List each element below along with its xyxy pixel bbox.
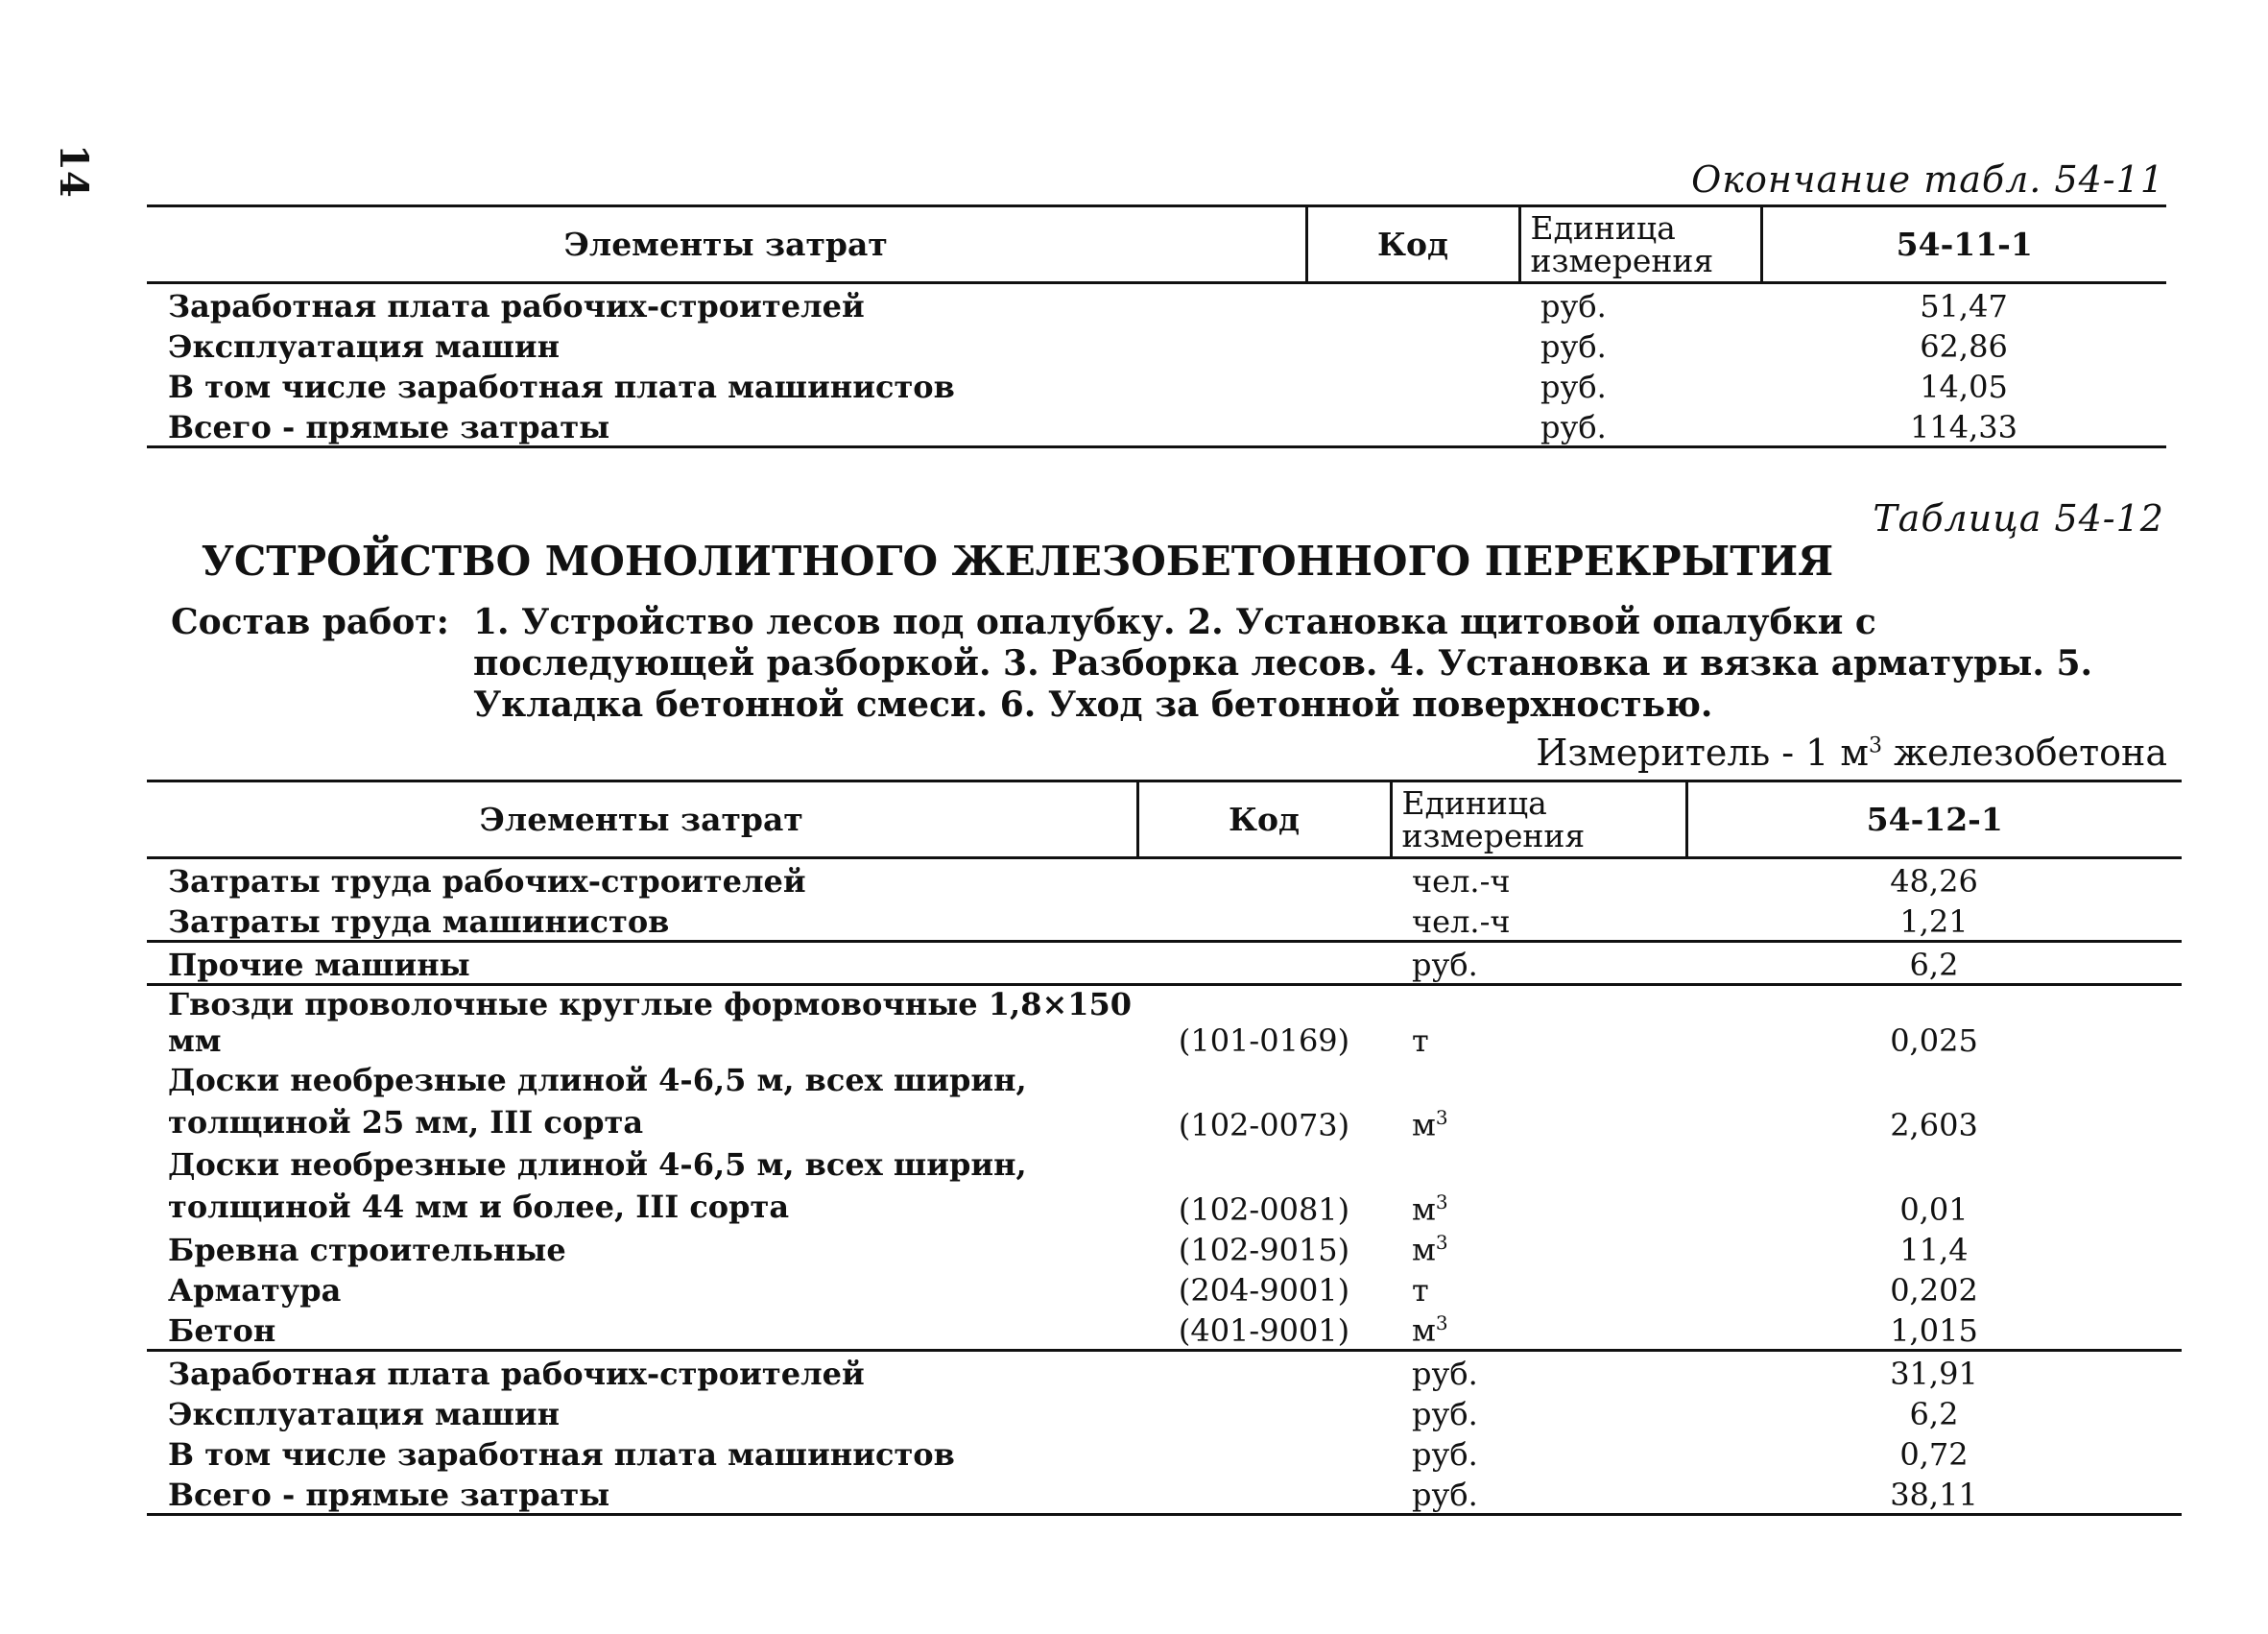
work-composition: [171, 602, 2148, 726]
row-value: 0,01: [1899, 1191, 1969, 1228]
row-value: 0,025: [1686, 985, 2182, 1060]
row-name: Затраты труда машинистов: [168, 903, 670, 940]
row-code: [1306, 365, 1519, 405]
row-value: 6,2: [1909, 1396, 1959, 1432]
table2-header-unit: Единица измерения: [1391, 781, 1686, 858]
table-row: [147, 985, 2182, 1060]
table-row: [147, 1392, 2182, 1432]
row-name: Заработная плата рабочих-строителей: [168, 288, 865, 324]
row-name: В том числе заработная плата машинистов: [168, 369, 955, 405]
table-row: [147, 1473, 2182, 1515]
row-name: Эксплуатация машин: [168, 328, 561, 365]
table-row: [147, 1351, 2182, 1393]
row-unit: $м^3$: [1412, 1231, 1448, 1268]
row-unit: т: [1412, 1272, 1429, 1309]
row-unit: руб.: [1391, 1473, 1686, 1515]
row-code: [1137, 1473, 1391, 1515]
row-code: [1306, 324, 1519, 365]
row-unit: руб.: [1540, 369, 1607, 405]
row-unit: $м^3$: [1412, 1190, 1448, 1228]
row-name: Заработная плата рабочих-строителей: [147, 1351, 1137, 1393]
row-name: Всего - прямые затраты: [147, 1473, 1137, 1515]
table-row: [147, 283, 2166, 325]
table-row: [147, 324, 2166, 365]
row-name: Доски необрезные длиной 4-6,5 м, всех ширин, толщиной 25 мм, III сорта: [168, 1062, 1027, 1141]
row-unit: руб.: [1540, 288, 1607, 324]
row-value: 6,2: [1686, 942, 2182, 985]
row-code: [1137, 1351, 1391, 1393]
table-row: [147, 1143, 2182, 1228]
row-unit: руб.: [1519, 405, 1761, 447]
row-value: 0,202: [1890, 1272, 1978, 1309]
table-row: [147, 900, 2182, 942]
row-unit: $м^3$: [1412, 1311, 1448, 1349]
row-value: 11,4: [1899, 1232, 1969, 1268]
table1-header-col: 54-11-1: [1761, 206, 2166, 283]
row-value: 0,72: [1899, 1436, 1969, 1473]
row-value: 1,21: [1899, 903, 1969, 940]
row-name: Затраты труда рабочих-строителей: [168, 863, 806, 900]
row-code: (204-9001): [1178, 1272, 1350, 1309]
row-unit: чел.-ч: [1412, 863, 1511, 900]
row-unit: т: [1391, 985, 1686, 1060]
row-name: Эксплуатация машин: [168, 1396, 561, 1432]
table-row: [147, 405, 2166, 447]
table-row: [147, 1309, 2182, 1351]
table-row: [147, 1268, 2182, 1309]
row-name: Всего - прямые затраты: [147, 405, 1306, 447]
row-code: [1137, 1392, 1391, 1432]
table2-title: УСТРОЙСТВО МОНОЛИТНОГО ЖЕЛЕЗОБЕТОННОГО ПЕРЕКРЫТИЯ: [201, 538, 1834, 585]
table2-caption: Таблица 54-12: [1873, 497, 2164, 540]
table-row: [147, 858, 2182, 901]
row-code: (102-9015): [1178, 1232, 1350, 1268]
row-code: (401-9001): [1178, 1312, 1350, 1349]
row-value: 1,015: [1890, 1312, 1978, 1349]
row-unit: чел.-ч: [1412, 903, 1511, 940]
row-code: [1137, 900, 1391, 942]
row-code: (102-0081): [1178, 1191, 1350, 1228]
table-row: [147, 942, 2182, 985]
measure-unit: Измеритель - 1 $м^3$ железобетона: [1536, 732, 2167, 774]
row-value: 51,47: [1920, 288, 2008, 324]
table2: [147, 780, 2182, 1516]
row-unit: руб.: [1391, 1351, 1686, 1393]
table2-header-col: 54-12-1: [1686, 781, 2182, 858]
table1-header-elements: Элементы затрат: [147, 206, 1306, 283]
composition-text: 1. Устройство лесов под опалубку. 2. Установка щитовой опалубки с последующей разборкой. 3. Разборка лесов. 4. Установка и вязка арматуры. 5. Укладка бетонной смеси. 6. Уход за бетонной поверхностью.: [473, 602, 2093, 725]
table2-header-elements: Элементы затрат: [147, 781, 1137, 858]
row-value: 48,26: [1890, 863, 1978, 900]
page-number: 14: [51, 144, 96, 198]
row-code: (102-0073): [1178, 1107, 1350, 1143]
table1-header-code: Код: [1306, 206, 1519, 283]
row-code: (101-0169): [1137, 985, 1391, 1060]
row-value: 114,33: [1761, 405, 2166, 447]
row-code: [1137, 1432, 1391, 1473]
table2-header-code: Код: [1137, 781, 1391, 858]
table1-caption: Окончание табл. 54-11: [1691, 158, 2164, 201]
row-name: Бетон: [168, 1312, 276, 1349]
row-name: В том числе заработная плата машинистов: [168, 1436, 955, 1473]
row-value: 38,11: [1686, 1473, 2182, 1515]
row-unit: $м^3$: [1412, 1106, 1448, 1143]
row-name: Бревна строительные: [168, 1232, 566, 1268]
row-value: 14,05: [1920, 369, 2008, 405]
row-value: 62,86: [1920, 328, 2008, 365]
row-unit: руб.: [1540, 328, 1607, 365]
row-name: Арматура: [168, 1272, 342, 1309]
row-code: [1306, 283, 1519, 325]
composition-label: Состав работ:: [171, 602, 449, 642]
table1-header-unit: Единица измерения: [1519, 206, 1761, 283]
row-unit: руб.: [1412, 1396, 1478, 1432]
row-name: Прочие машины: [147, 942, 1137, 985]
row-code: [1306, 405, 1519, 447]
row-name: Гвозди проволочные круглые формовочные 1,8×150 мм: [147, 985, 1137, 1060]
row-value: 2,603: [1890, 1107, 1978, 1143]
table-row: [147, 1228, 2182, 1268]
table-row: [147, 1432, 2182, 1473]
table-row: [147, 1059, 2182, 1143]
row-unit: руб.: [1412, 1436, 1478, 1473]
table1: [147, 204, 2166, 448]
row-unit: руб.: [1391, 942, 1686, 985]
table-row: [147, 365, 2166, 405]
row-name: Доски необрезные длиной 4-6,5 м, всех ширин, толщиной 44 мм и более, III сорта: [168, 1146, 1027, 1225]
row-code: [1137, 858, 1391, 901]
row-value: 31,91: [1686, 1351, 2182, 1393]
row-code: [1137, 942, 1391, 985]
